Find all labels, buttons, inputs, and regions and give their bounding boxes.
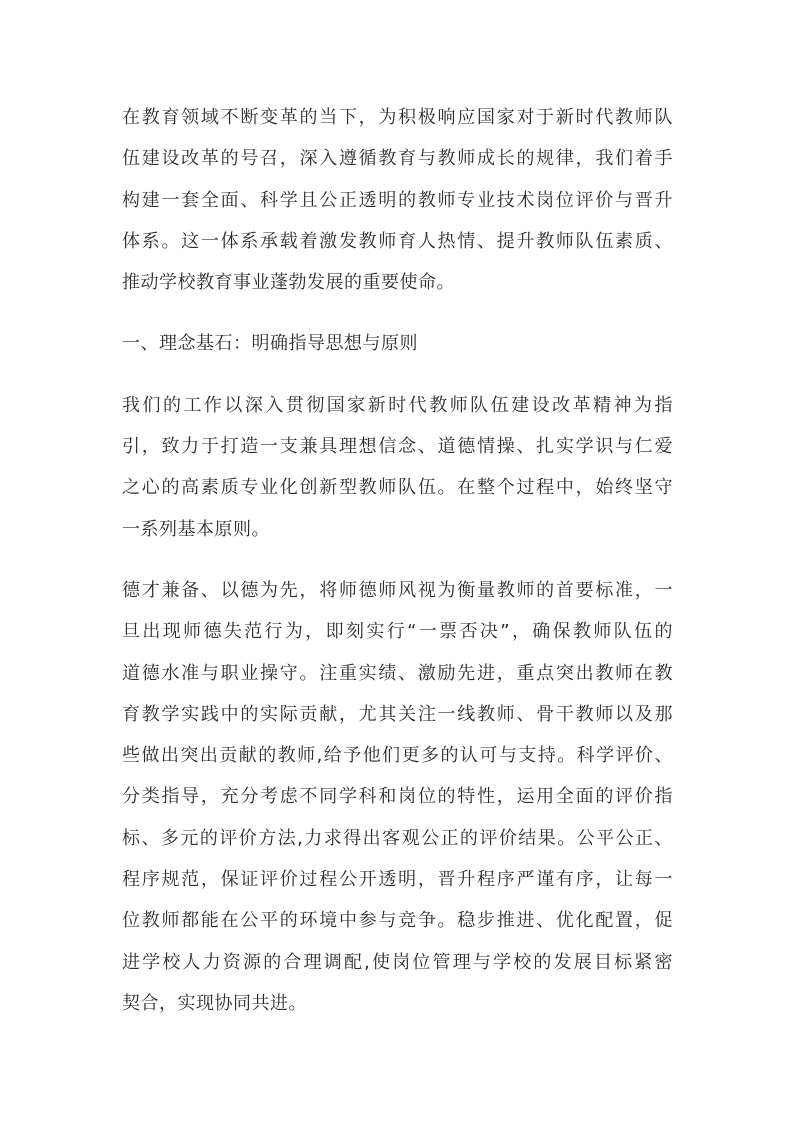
text-line: 之心的高素质专业化创新型教师队伍。在整个过程中，始终坚守 xyxy=(122,477,673,499)
text-line: 道德水准与职业操守。注重实绩、激励先进，重点突出教师在教 xyxy=(122,662,673,684)
text-line: 程序规范，保证评价过程公开透明，晋升程序严谨有序，让每一 xyxy=(122,869,673,891)
text-line: 位教师都能在公平的环境中参与竞争。稳步推进、优化配置，促 xyxy=(122,910,673,932)
text-line: 体系。这一体系承载着激发教师育人热情、提升教师队伍素质、 xyxy=(122,230,673,252)
text-line: 我们的工作以深入贯彻国家新时代教师队伍建设改革精神为指 xyxy=(122,394,673,416)
document-page xyxy=(122,97,673,1044)
principles-paragraph xyxy=(122,570,673,1024)
text-line: 引，致力于打造一支兼具理想信念、道德情操、扎实学识与仁爱 xyxy=(122,436,673,458)
guiding-ideology-paragraph xyxy=(122,385,673,550)
text-line: 推动学校教育事业蓬勃发展的重要使命。 xyxy=(122,272,455,294)
text-line: 契合，实现协同共进。 xyxy=(122,992,307,1014)
text-line: 在教育领域不断变革的当下，为积极响应国家对于新时代教师队 xyxy=(122,107,673,128)
text-line: 伍建设改革的号召，深入遵循教育与教师成长的规律，我们着手 xyxy=(122,148,673,170)
text-line: 旦出现师德失范行为，即刻实行“一票否决”，确保教师队伍的 xyxy=(122,621,673,643)
text-line: 德才兼备、以德为先，将师德师风视为衡量教师的首要标准，一 xyxy=(122,579,673,601)
text-line: 分类指导，充分考虑不同学科和岗位的特性，运用全面的评价指 xyxy=(122,786,673,808)
text-line: 标、多元的评价方法,力求得出客观公正的评价结果。公平公正、 xyxy=(122,827,673,849)
intro-paragraph xyxy=(122,97,673,303)
text-line: 构建一套全面、科学且公正透明的教师专业技术岗位评价与晋升 xyxy=(122,189,673,211)
text-line: 些做出突出贡献的教师,给予他们更多的认可与支持。科学评价、 xyxy=(122,745,673,767)
text-line: 进学校人力资源的合理调配,使岗位管理与学校的发展目标紧密 xyxy=(122,951,673,973)
text-line: 育教学实践中的实际贡献，尤其关注一线教师、骨干教师以及那 xyxy=(122,703,673,725)
text-line: 一系列基本原则。 xyxy=(122,518,270,540)
section-heading: 一、理念基石：明确指导思想与原则 xyxy=(122,333,418,355)
